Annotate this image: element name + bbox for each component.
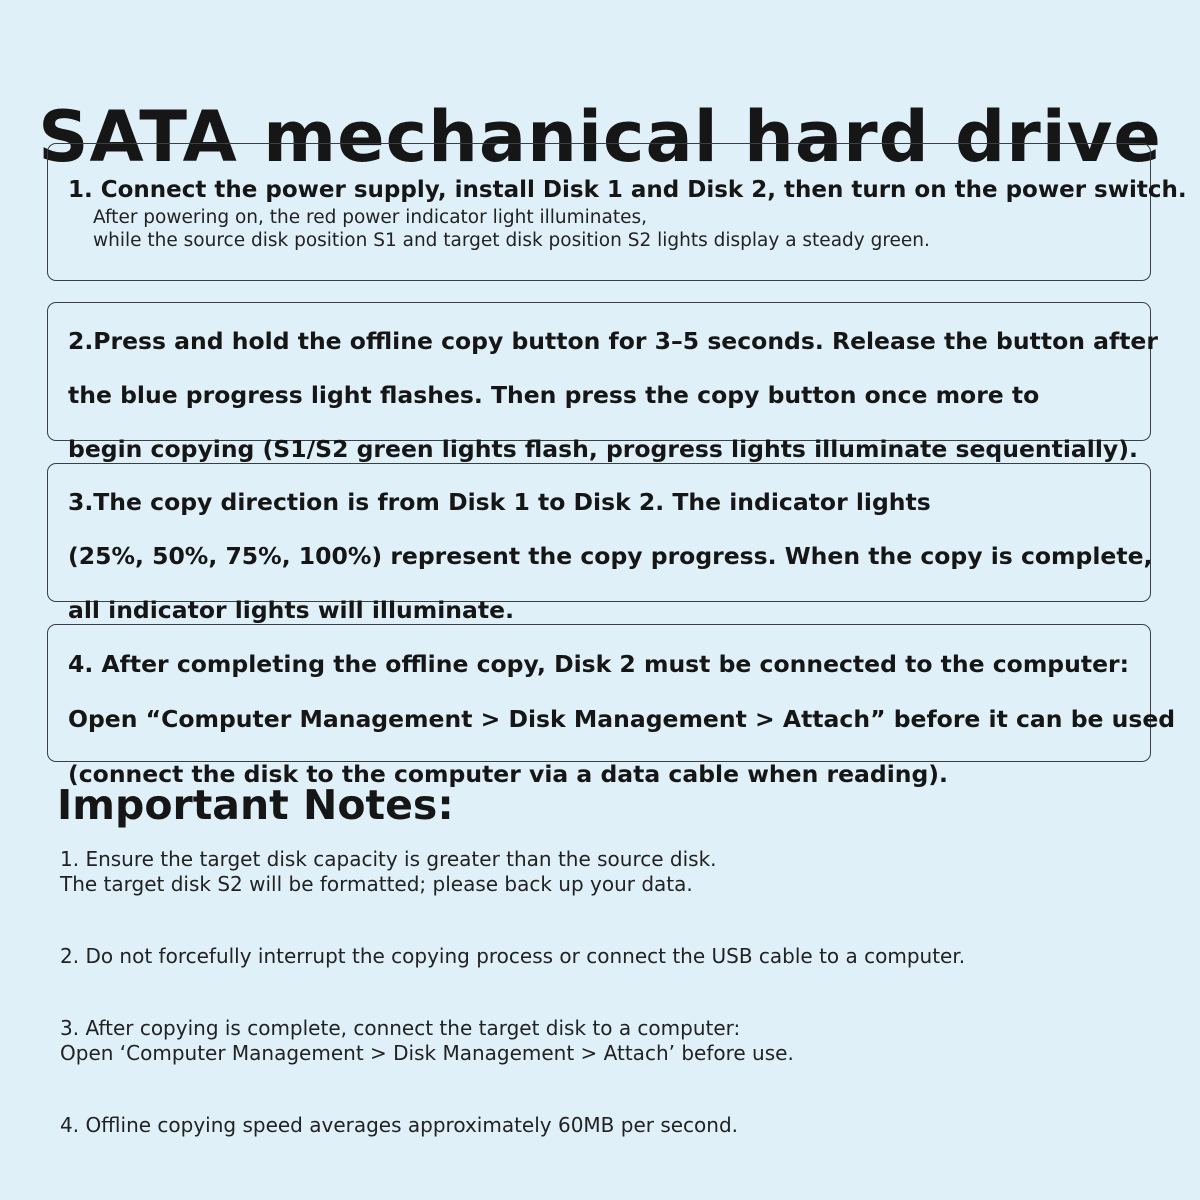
note-2: [60, 944, 965, 969]
step-1-detail-line: while the source disk position S1 and target disk position S2 lights display a steady green.: [93, 230, 930, 251]
step-4-line: Open “Computer Management > Disk Management > Attach” before it can be used: [68, 705, 1176, 733]
note-1: [60, 847, 717, 897]
step-3-line: (25%, 50%, 75%, 100%) represent the copy progress. When the copy is complete,: [68, 542, 1153, 570]
note-1-line: 1. Ensure the target disk capacity is greater than the source disk.: [60, 847, 717, 871]
step-4-line: (connect the disk to the computer via a data cable when reading).: [68, 760, 948, 788]
note-4: [60, 1113, 738, 1138]
step-2-line: begin copying (S1/S2 green lights flash, progress lights illuminate sequentially).: [68, 435, 1138, 463]
note-1-line: The target disk S2 will be formatted; please back up your data.: [60, 872, 693, 896]
step-4-box: [47, 624, 1176, 788]
step-3-box: [47, 463, 1153, 624]
step-1-box: [47, 143, 1187, 281]
note-2-line: 2. Do not forcefully interrupt the copying process or connect the USB cable to a computer.: [60, 944, 966, 968]
note-3-line: Open ‘Computer Management > Disk Management > Attach’ before use.: [60, 1041, 794, 1065]
step-2-box: [47, 302, 1158, 463]
step-2-line: 2.Press and hold the offline copy button for 3–5 seconds. Release the button after: [68, 327, 1158, 355]
notes-title: Important Notes:: [57, 781, 454, 829]
step-4-line: 4. After completing the offline copy, Disk 2 must be connected to the computer:: [68, 650, 1130, 678]
note-3: [60, 1016, 794, 1066]
step-1-detail-line: After powering on, the red power indicator light illuminates,: [93, 207, 648, 228]
page-title: SATA mechanical hard drive: [38, 95, 1162, 178]
step-3-line: all indicator lights will illuminate.: [68, 596, 514, 624]
step-3-line: 3.The copy direction is from Disk 1 to Disk 2. The indicator lights: [68, 488, 931, 516]
note-3-line: 3. After copying is complete, connect the target disk to a computer:: [60, 1016, 741, 1040]
step-2-line: the blue progress light flashes. Then press the copy button once more to: [68, 381, 1040, 409]
note-4-line: 4. Offline copying speed averages approximately 60MB per second.: [60, 1113, 739, 1137]
step-1-heading: 1. Connect the power supply, install Disk 1 and Disk 2, then turn on the power switch.: [68, 177, 1187, 203]
